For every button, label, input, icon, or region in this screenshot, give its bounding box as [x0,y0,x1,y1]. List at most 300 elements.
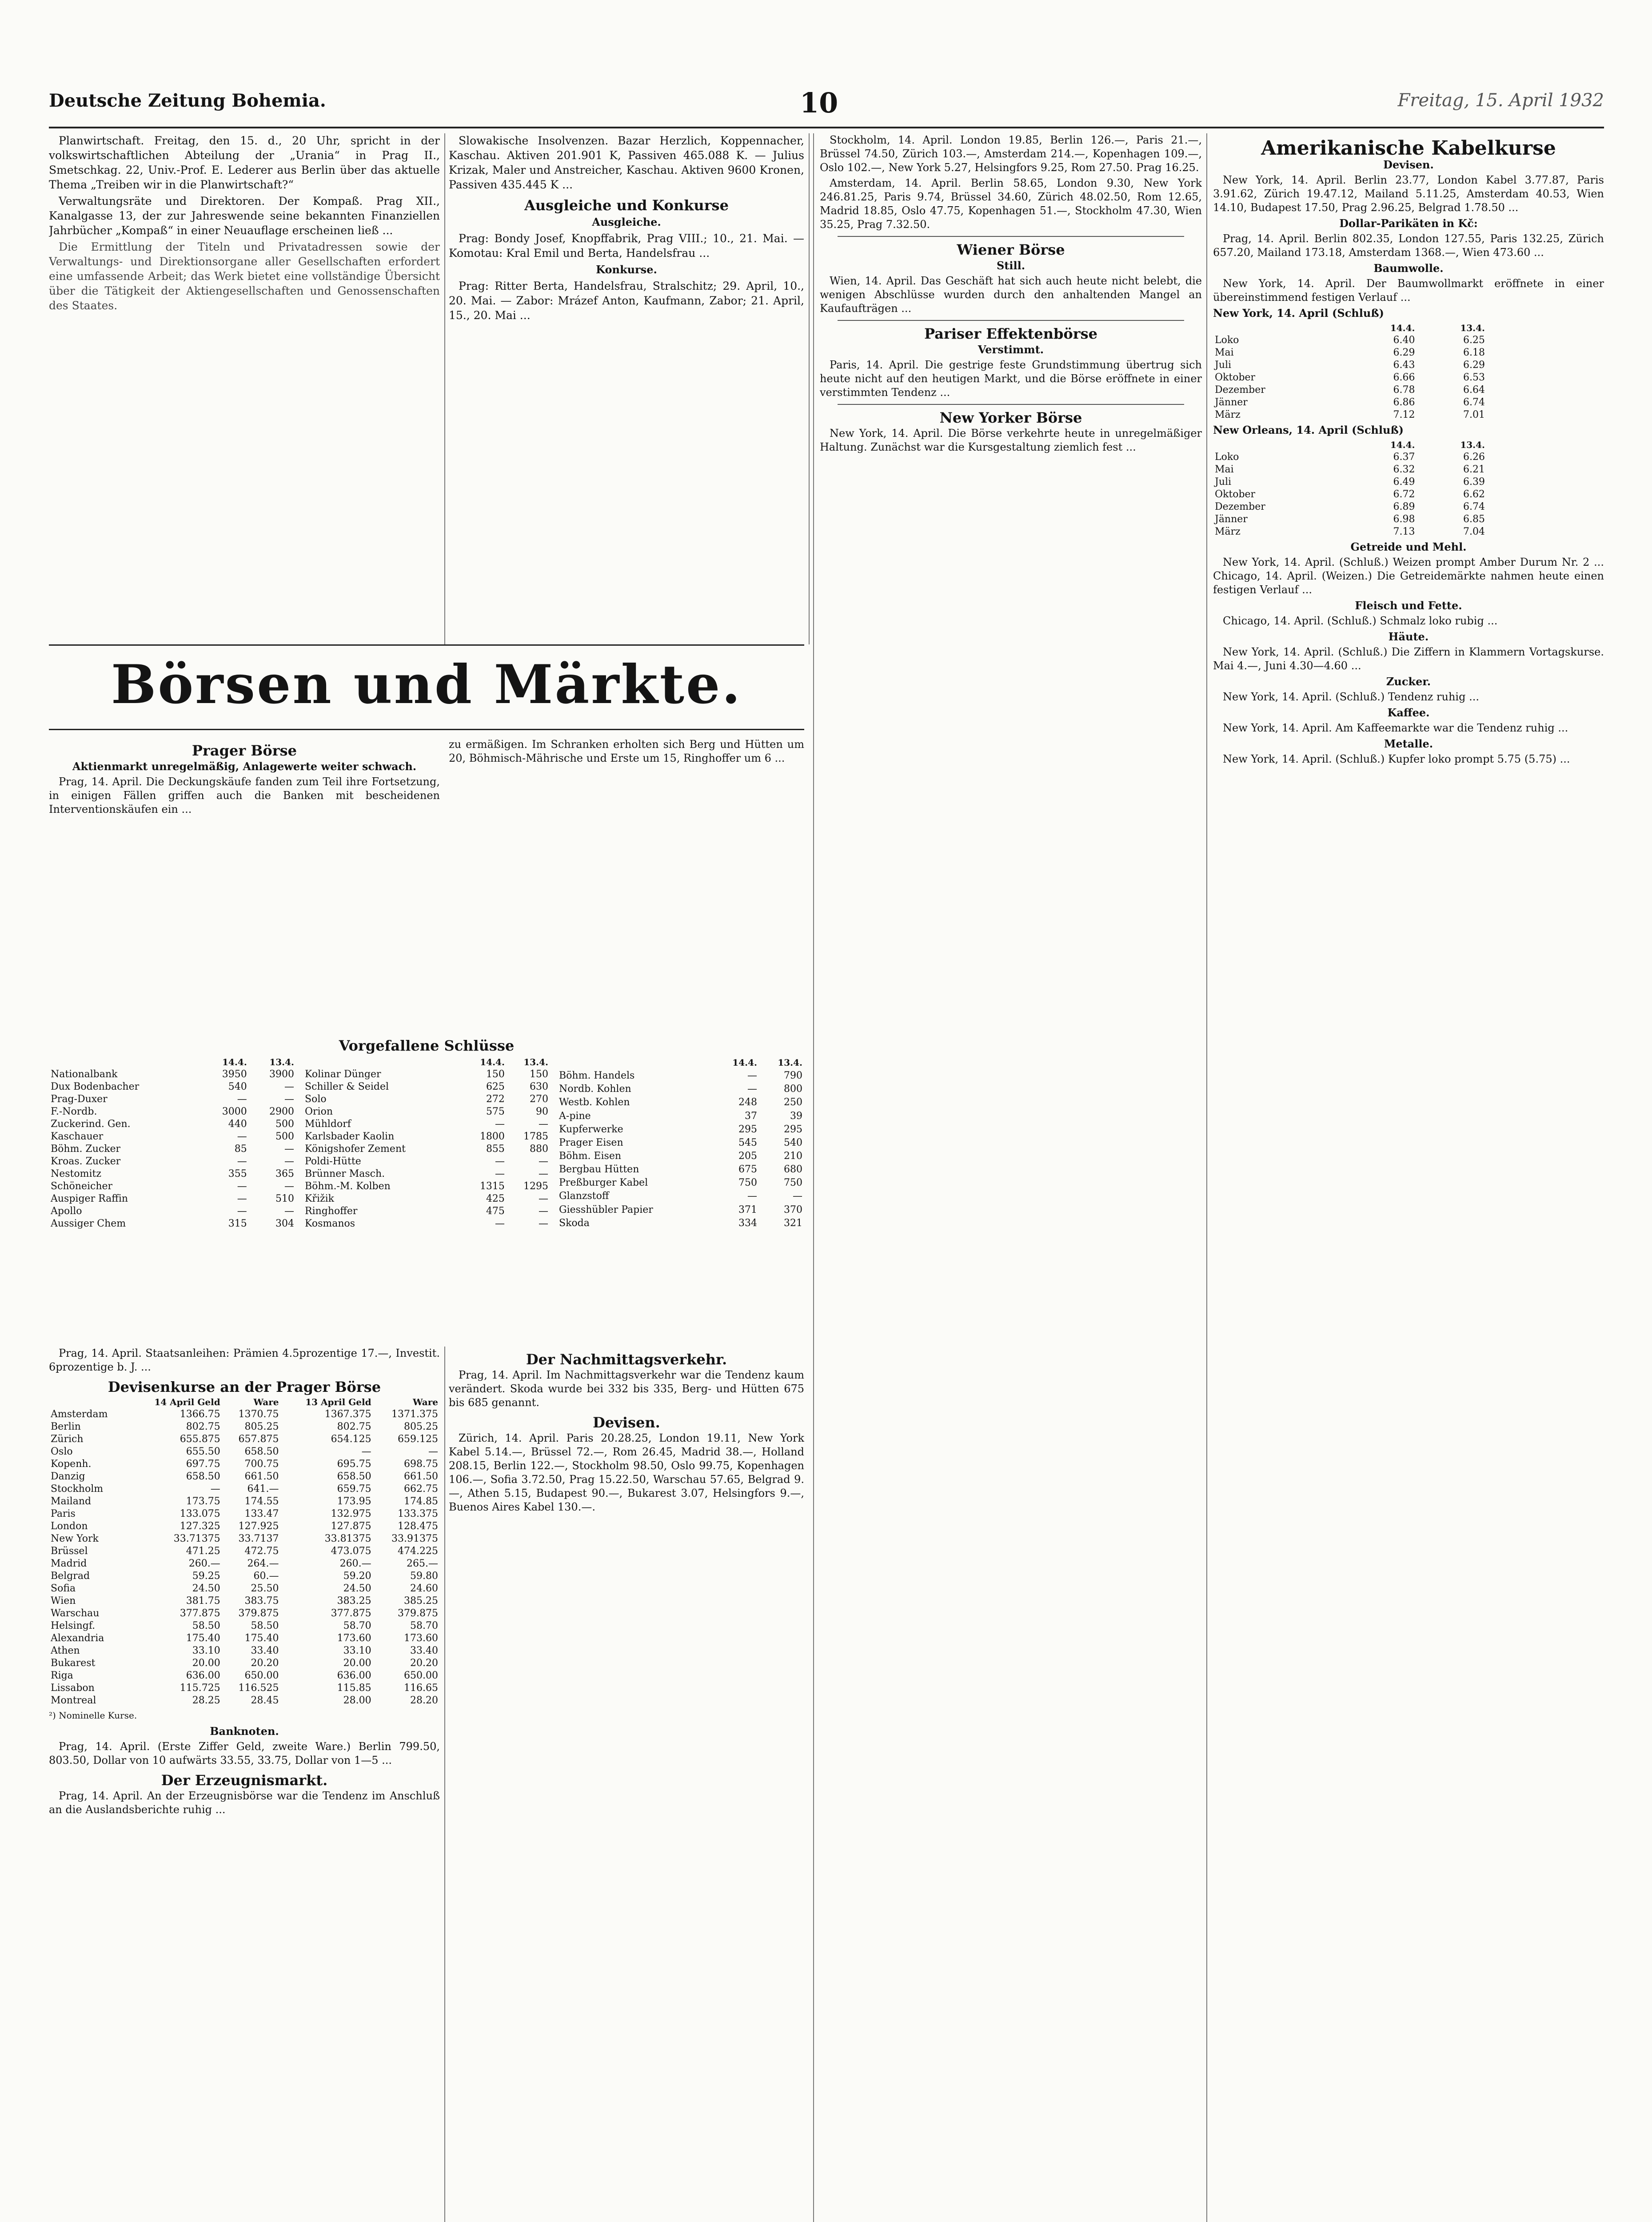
table-header-cell: 14.4. [732,1057,757,1068]
row-label: Juli [1215,360,1232,371]
row-label: Belgrad [51,1571,90,1582]
row-value: 6.18 [1463,347,1485,358]
wiener-boerse-report: Wien, 14. April. Das Geschäft hat sich auch heute nicht belebt, die wenigen Abschlüsse wurden durch den anhaltenden Mangel an Kaufaufträgen ... [820,275,1202,315]
table-row [1213,409,1487,421]
table-row [49,1558,440,1570]
row-value: 655.875 [180,1434,220,1445]
row-value: 641.— [247,1483,279,1495]
row-value: 205 [738,1151,757,1162]
row-value: 59.25 [192,1571,220,1582]
banknoten-report: Prag, 14. April. (Erste Ziffer Geld, zweite Ware.) Berlin 799.50, 803.50, Dollar von 10 aufwärts 33.55, 33.75, Dollar von 1—5 ... [49,1740,440,1766]
table-row [49,1155,296,1168]
fleisch-report: Chicago, 14. April. (Schluß.) Schmalz loko rubig ... [1223,615,1498,627]
row-value: 377.875 [331,1608,371,1619]
row-value: 658.50 [337,1471,371,1482]
row-value: 173.75 [186,1496,220,1507]
row-value: 334 [738,1217,757,1229]
row-label: Prager Eisen [559,1137,623,1148]
row-value: 6.74 [1463,397,1485,408]
row-label: Brüssel [51,1546,88,1557]
row-value: 379.875 [398,1608,438,1619]
prager-boerse-subtitle: Aktienmarkt unregelmäßig, Anlagewerte weiter schwach. [72,760,417,773]
table-row [49,1570,440,1583]
row-value: 248 [738,1097,757,1108]
row-value: 802.75 [337,1421,371,1432]
table-row [49,1193,296,1205]
row-value: 371 [738,1204,757,1215]
kabelkurse-devisen: Devisen. [1383,158,1434,171]
row-value: 33.71375 [173,1533,220,1544]
table-header-row [303,1056,550,1068]
subtitle-konkurse: Konkurse. [596,263,657,276]
row-value: 24.50 [343,1583,371,1594]
table-row [1213,359,1487,372]
row-label: Dezember [1215,501,1265,512]
row-value: 295 [738,1123,757,1135]
baumwolle-no-title: New Orleans, 14. April (Schluß) [1213,424,1404,436]
banknoten-title: Banknoten. [210,1725,279,1738]
row-value: 6.78 [1393,384,1415,396]
table-row [303,1106,550,1118]
row-label: Warschau [51,1608,100,1619]
row-value: 6.43 [1393,360,1415,371]
row-value: 697.75 [186,1459,220,1470]
row-label: Montreal [51,1695,96,1706]
table-row [49,1433,440,1446]
row-value: — [539,1218,548,1229]
row-value: 474.225 [398,1546,438,1557]
row-label: März [1215,526,1241,537]
table-row [1213,488,1487,501]
row-value: 25.50 [251,1583,279,1594]
row-value: — [747,1191,757,1202]
row-value: 7.01 [1463,409,1485,420]
table-row [49,1483,440,1495]
table-header-cell: Ware [413,1397,438,1407]
table-header-cell: 13.4. [778,1057,802,1068]
table-header-row [1213,439,1487,451]
column-divider [813,133,814,2222]
row-label: Preßburger Kabel [559,1177,648,1189]
row-value: 6.62 [1463,489,1485,500]
separator [838,320,1184,321]
row-value: 1785 [523,1131,548,1142]
row-value: 6.39 [1463,476,1485,488]
row-value: 6.86 [1393,397,1415,408]
table-row [1213,451,1487,464]
row-value: — [539,1168,548,1179]
row-label: Nestomitz [51,1168,101,1179]
row-value: 174.55 [244,1496,279,1507]
row-label: Schiller & Seidel [305,1081,389,1092]
row-label: Mühldorf [305,1119,351,1130]
row-label: Jänner [1215,397,1248,408]
section-title-ausgleiche: Ausgleiche und Konkurse [524,197,729,214]
table-header-cell [557,1056,714,1069]
row-label: Paris [51,1508,76,1519]
row-value: 1295 [523,1181,548,1192]
table-row [49,1458,440,1471]
table-row [49,1670,440,1682]
newspaper-name: Deutsche Zeitung Bohemia. [49,90,326,111]
row-label: Amsterdam [51,1409,108,1420]
row-value: 475 [486,1206,505,1217]
row-value: 381.75 [186,1595,220,1607]
table-row [49,1645,440,1657]
table-row [557,1136,804,1150]
row-value: 295 [784,1123,802,1135]
table-row [557,1096,804,1109]
column-3 [820,133,1202,2222]
nachmittag-report: Prag, 14. April. Im Nachmittagsverkehr war die Tendenz kaum verändert. Skoda wurde bei 332 bis 335, Berg- und Hütten 675 bis 685 genannt. [449,1369,804,1409]
row-value: 28.20 [410,1695,438,1706]
row-value: — [237,1181,247,1192]
row-value: 6.29 [1463,360,1485,371]
row-label: Alexandria [51,1633,104,1644]
row-value: 473.075 [331,1546,371,1557]
fleisch-title: Fleisch und Fette. [1355,599,1462,612]
row-value: 540 [228,1081,247,1092]
row-value: 1800 [479,1131,505,1142]
row-value: 115.85 [337,1682,371,1694]
row-value: 250 [784,1097,802,1108]
row-value: 750 [738,1177,757,1189]
row-label: Athen [51,1645,80,1656]
row-label: Brünner Masch. [305,1168,385,1179]
table-row [1213,464,1487,476]
row-value: 880 [530,1143,548,1155]
newyorker-boerse-title: New Yorker Börse [939,409,1082,426]
paritaeten-report: Prag, 14. April. Berlin 802.35, London 127.55, Paris 132.25, Zürich 657.20, Mailand 173.18, Amsterdam 1368.—, Wien 473.60 ... [1213,232,1604,259]
row-label: Nationalbank [51,1069,118,1080]
getreide-title: Getreide und Mehl. [1350,540,1467,553]
table-row [557,1176,804,1190]
row-value: 2900 [269,1106,294,1117]
row-value: 272 [486,1094,505,1105]
metalle-title: Metalle. [1384,737,1433,750]
row-value: 654.125 [331,1434,371,1445]
header-rule [49,127,1604,128]
table-row [49,1143,296,1155]
table-row [303,1081,550,1093]
table-row [303,1205,550,1218]
kaffee-report: New York, 14. April. Am Kaffeemarkte war die Tendenz ruhig ... [1223,722,1568,734]
row-value: 6.49 [1393,476,1415,488]
table-row [49,1583,440,1595]
table-row [1213,526,1487,538]
row-value: 260.— [188,1558,220,1569]
row-value: 6.21 [1463,464,1485,475]
row-value: 33.40 [251,1645,279,1656]
row-value: — [793,1191,802,1202]
row-label: Loko [1215,452,1239,463]
row-value: 24.50 [192,1583,220,1594]
baumwolle-title: Baumwolle. [1373,262,1444,275]
table-header-row [49,1396,440,1408]
row-value: — [210,1483,220,1495]
column-4 [1213,133,1604,2222]
row-value: — [237,1206,247,1217]
row-value: 115.725 [180,1682,220,1694]
row-value: 6.40 [1393,335,1415,346]
row-value: 659.75 [337,1483,371,1495]
table-header-cell: 14.4. [1390,323,1415,333]
row-value: — [284,1181,294,1192]
row-value: 85 [234,1143,247,1155]
row-label: Loko [1215,335,1239,346]
row-value: 1367.375 [324,1409,371,1420]
row-label: Mai [1215,347,1234,358]
row-label: Böhm. Zucker [51,1143,121,1155]
row-value: — [284,1143,294,1155]
row-value: 150 [530,1069,548,1080]
section-banner: Börsen und Märkte. [111,653,742,716]
row-label: Kolinar Dünger [305,1069,381,1080]
row-value: 132.975 [331,1508,371,1519]
table-row [303,1093,550,1106]
row-value: 6.37 [1393,452,1415,463]
prager-boerse-text-2 [449,738,804,1022]
row-label: Oslo [51,1446,73,1457]
row-label: Lissabon [51,1682,95,1694]
row-label: Aussiger Chem [51,1218,126,1229]
row-value: — [495,1218,505,1229]
table-row [557,1217,804,1230]
row-value: 698.75 [404,1459,438,1470]
table-row [49,1446,440,1458]
row-value: 39 [790,1110,802,1122]
row-value: 855 [486,1143,505,1155]
table-row [303,1068,550,1081]
row-value: 7.13 [1393,526,1415,537]
row-value: 472.75 [244,1546,279,1557]
row-value: 636.00 [337,1670,371,1681]
row-value: 6.64 [1463,384,1485,396]
row-value: 540 [784,1137,802,1148]
table-header-row [49,1056,296,1068]
table-row [49,1205,296,1218]
row-value: 304 [275,1218,294,1229]
row-label: Mai [1215,464,1234,475]
row-label: Juli [1215,476,1232,488]
row-label: Sofia [51,1583,76,1594]
row-value: 1371.375 [391,1409,438,1420]
row-value: 650.00 [404,1670,438,1681]
row-value: 28.45 [251,1695,279,1706]
banner-rule-bottom [49,729,804,730]
table-row [303,1168,550,1180]
row-value: 260.— [339,1558,371,1569]
row-value: 575 [486,1106,505,1117]
row-value: 680 [784,1164,802,1175]
row-value: 500 [275,1131,294,1142]
row-value: 805.25 [404,1421,438,1432]
row-value: 6.72 [1393,489,1415,500]
table-row [557,1083,804,1096]
row-label: London [51,1521,88,1532]
row-value: 661.50 [404,1471,438,1482]
row-value: — [284,1081,294,1092]
row-label: Karlsbader Kaolin [305,1131,395,1142]
table-header-row [1213,322,1487,334]
haeute-title: Häute. [1388,630,1429,643]
row-value: 6.26 [1463,452,1485,463]
row-label: Poldi-Hütte [305,1156,361,1167]
row-label: F.-Nordb. [51,1106,97,1117]
zucker-title: Zucker. [1386,675,1431,688]
table-row [557,1203,804,1217]
kabelkurse-title: Amerikanische Kabelkurse [1261,137,1556,160]
row-value: 33.81375 [324,1533,371,1544]
row-label: Schöneicher [51,1181,113,1192]
row-value: — [495,1156,505,1167]
kabelkurse-report: New York, 14. April. Berlin 23.77, London Kabel 3.77.87, Paris 3.91.62, Zürich 19.47.12, Mailand 5.11.25, Amsterdam 40.53, Wien 14.10, Budapest 17.50, Prag 2.96.25, Belgrad 1.78.50 ... [1213,174,1604,214]
row-value: 662.75 [404,1483,438,1495]
table-row [557,1150,804,1163]
row-value: 800 [784,1083,802,1095]
table-header-cell [49,1396,130,1408]
table-row [49,1068,296,1081]
table-row [303,1155,550,1168]
row-value: 370 [784,1204,802,1215]
row-label: Jänner [1215,514,1248,525]
row-value: 700.75 [244,1459,279,1470]
row-value: 60.— [253,1571,279,1582]
row-value: 6.25 [1463,335,1485,346]
row-value: 20.00 [192,1658,220,1669]
row-label: Křižik [305,1193,334,1204]
table-row [49,1607,440,1620]
row-value: 383.75 [244,1595,279,1607]
row-label: März [1215,409,1241,420]
row-value: 127.325 [180,1521,220,1532]
row-value: 6.29 [1393,347,1415,358]
table-row [1213,372,1487,384]
row-value: 58.50 [192,1620,220,1631]
row-value: 264.— [247,1558,279,1569]
row-value: 133.47 [244,1508,279,1519]
baumwolle-report: New York, 14. April. Der Baumwollmarkt eröffnete in einer übereinstimmend festigen Verlauf ... [1213,277,1604,304]
table-row [49,1545,440,1558]
row-value: — [361,1446,371,1457]
table-header-row [557,1056,804,1069]
table-row [49,1508,440,1520]
row-value: — [747,1083,757,1095]
row-value: 650.00 [244,1670,279,1681]
wiener-boerse-subtitle: Still. [996,259,1026,272]
row-value: — [284,1206,294,1217]
table-row [49,1682,440,1694]
table-row [1213,501,1487,513]
table-row [49,1081,296,1093]
table-row [49,1495,440,1508]
row-label: Madrid [51,1558,87,1569]
table-header-cell: 14.4. [1390,440,1415,450]
table-row [557,1110,804,1123]
row-value: 500 [275,1119,294,1130]
row-value: — [495,1168,505,1179]
pariser-boerse-title: Pariser Effektenbörse [924,325,1097,342]
table-row [1213,476,1487,488]
metalle-report: New York, 14. April. (Schluß.) Kupfer loko prompt 5.75 (5.75) ... [1223,753,1570,765]
row-label: Dux Bodenbacher [51,1081,140,1092]
table-row [49,1106,296,1118]
table-row [49,1131,296,1143]
row-label: Kupferwerke [559,1123,623,1135]
row-value: 655.50 [186,1446,220,1457]
row-value: 3000 [222,1106,247,1117]
row-value: 657.875 [238,1434,279,1445]
table-row [303,1193,550,1205]
row-value: — [539,1206,548,1217]
row-value: 175.40 [186,1633,220,1644]
getreide-report: New York, 14. April. (Schluß.) Weizen prompt Amber Durum Nr. 2 ... Chicago, 14. April. (Weizen.) Die Getreidemärkte nahmen heute einen festigen Verlauf ... [1213,556,1604,596]
row-value: 630 [530,1081,548,1092]
row-value: 133.375 [398,1508,438,1519]
article-amsterdam: Amsterdam, 14. April. Berlin 58.65, London 9.30, New York 246.81.25, Paris 9.74, Brüssel 34.60, Zürich 48.02.50, Rom 12.65, Madrid 18.85, Oslo 47.75, Kopenhagen 51.—, Stockholm 47.30, Wien 35.25, Prag 7.32.50. [820,177,1202,231]
baumwolle-ny-title: New York, 14. April (Schluß) [1213,307,1384,320]
row-value: 805.25 [244,1421,279,1432]
list-ausgleiche: Prag: Bondy Josef, Knopffabrik, Prag VIII.; 10., 21. Mai. — Komotau: Kral Emil und Berta, Handelsfrau ... [449,232,804,260]
row-label: Stockholm [51,1483,104,1495]
devisen-title: Devisen. [593,1414,660,1431]
newyorker-boerse-report: New York, 14. April. Die Börse verkehrte heute in unregelmäßiger Haltung. Zunächst war die Kursgestaltung ziemlich fest ... [820,427,1202,453]
erzeugnismarkt-report: Prag, 14. April. An der Erzeugnisbörse war die Tendenz im Anschluß an die Auslandsberichte ruhig ... [49,1790,440,1816]
erzeugnismarkt-title: Der Erzeugnismarkt. [161,1772,328,1789]
row-value: — [428,1446,438,1457]
row-value: — [539,1156,548,1167]
row-value: 28.25 [192,1695,220,1706]
table-row [49,1533,440,1545]
row-label: Auspiger Raffin [51,1193,128,1204]
table-row [1213,513,1487,526]
row-value: 7.12 [1393,409,1415,420]
row-label: Orion [305,1106,333,1117]
row-label: Dezember [1215,384,1265,396]
row-value: 659.125 [398,1434,438,1445]
table-row [1213,396,1487,409]
row-value: 33.10 [192,1645,220,1656]
row-label: New York [51,1533,99,1544]
vorgef-table-1 [49,1056,296,1230]
row-value: 58.50 [251,1620,279,1631]
row-value: 471.25 [186,1546,220,1557]
table-row [49,1520,440,1533]
vorgefallene-schluesse [49,1031,804,1342]
column-divider [444,1347,445,2222]
table-row [1213,334,1487,347]
row-value: 210 [784,1151,802,1162]
issue-date: Freitag, 15. April 1932 [1397,90,1604,111]
row-value: 1366.75 [180,1409,220,1420]
table-row [557,1163,804,1176]
devisenkurse-title: Devisenkurse an der Prager Börse [108,1379,381,1395]
table-row [49,1421,440,1433]
table-row [49,1218,296,1230]
row-value: 173.60 [404,1633,438,1644]
row-value: 150 [486,1069,505,1080]
prager-boerse-text-1 [49,738,440,1022]
column-2 [449,133,804,644]
separator [838,236,1184,237]
row-value: 20.00 [343,1658,371,1669]
row-value: 20.20 [410,1658,438,1669]
banner-rule-top [49,644,804,646]
row-value: 385.25 [404,1595,438,1607]
row-value: 265.— [407,1558,438,1569]
row-value: 636.00 [186,1670,220,1681]
row-value: 116.525 [238,1682,279,1694]
